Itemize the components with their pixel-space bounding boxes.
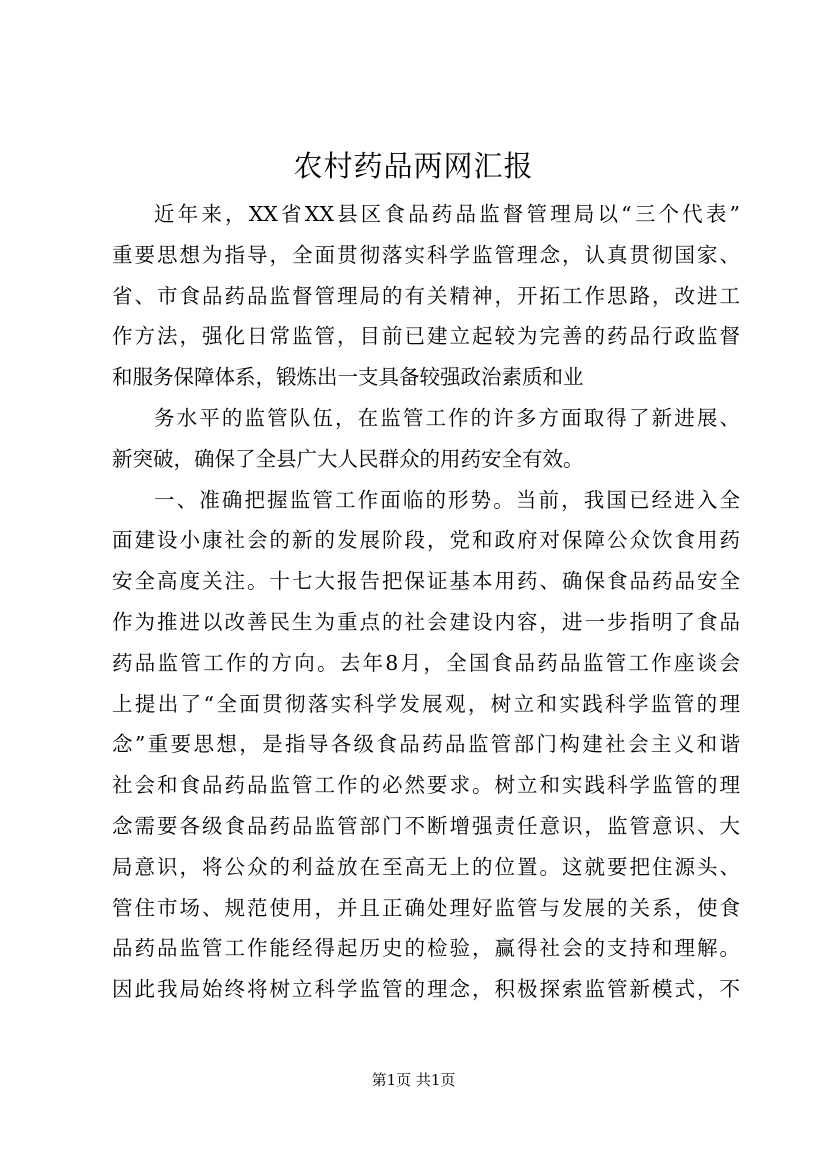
body-line: 面建设小康社会的新的发展阶段，党和政府对保障公众饮食用药 [112, 528, 740, 553]
body-line: 因此我局始终将树立科学监管的理念，积极探索监管新模式，不 [112, 977, 740, 1002]
document-title: 农村药品两网汇报 [293, 149, 534, 183]
body-line: 念”重要思想，是指导各级食品药品监管部门构建社会主义和谐 [112, 732, 740, 757]
body-line: 一、准确把握监管工作面临的形势。当前，我国已经进入全 [154, 487, 740, 512]
body-line: 新突破，确保了全县广大人民群众的用药安全有效。 [112, 446, 584, 471]
body-line: 念需要各级食品药品监管部门不断增强责任意识，监管意识、大 [112, 813, 740, 838]
body-line: 品药品监管工作能经得起历史的检验，赢得社会的支持和理解。 [112, 936, 740, 961]
body-line: 近年来，XX省XX县区食品药品监督管理局以“三个代表” [154, 202, 740, 226]
body-line: 上提出了“全面贯彻落实科学发展观，树立和实践科学监管的理 [112, 691, 740, 716]
body-line: 局意识，将公众的利益放在至高无上的位置。这就要把住源头、 [112, 854, 740, 879]
body-line: 重要思想为指导，全面贯彻落实科学监管理念，认真贯彻国家、 [112, 242, 740, 267]
document-body [112, 194, 740, 1010]
body-line: 作方法，强化日常监管，目前已建立起较为完善的药品行政监督 [112, 324, 740, 349]
body-line: 药品监管工作的方向。去年8月，全国食品药品监管工作座谈会 [112, 650, 740, 675]
body-line: 安全高度关注。十七大报告把保证基本用药、确保食品药品安全 [112, 569, 740, 594]
body-line: 务水平的监管队伍，在监管工作的许多方面取得了新进展、 [154, 405, 740, 430]
body-line: 社会和食品药品监管工作的必然要求。树立和实践科学监管的理 [112, 773, 740, 798]
body-line: 作为推进以改善民生为重点的社会建设内容，进一步指明了食品 [112, 609, 740, 634]
body-line: 管住市场、规范使用，并且正确处理好监管与发展的关系，使食 [112, 895, 740, 920]
body-line: 和服务保障体系，锻炼出一支具备较强政治素质和业 [112, 365, 584, 390]
body-line: 省、市食品药品监督管理局的有关精神，开拓工作思路，改进工 [112, 283, 740, 308]
page-footer: 第1页 共1页 [371, 1071, 456, 1089]
